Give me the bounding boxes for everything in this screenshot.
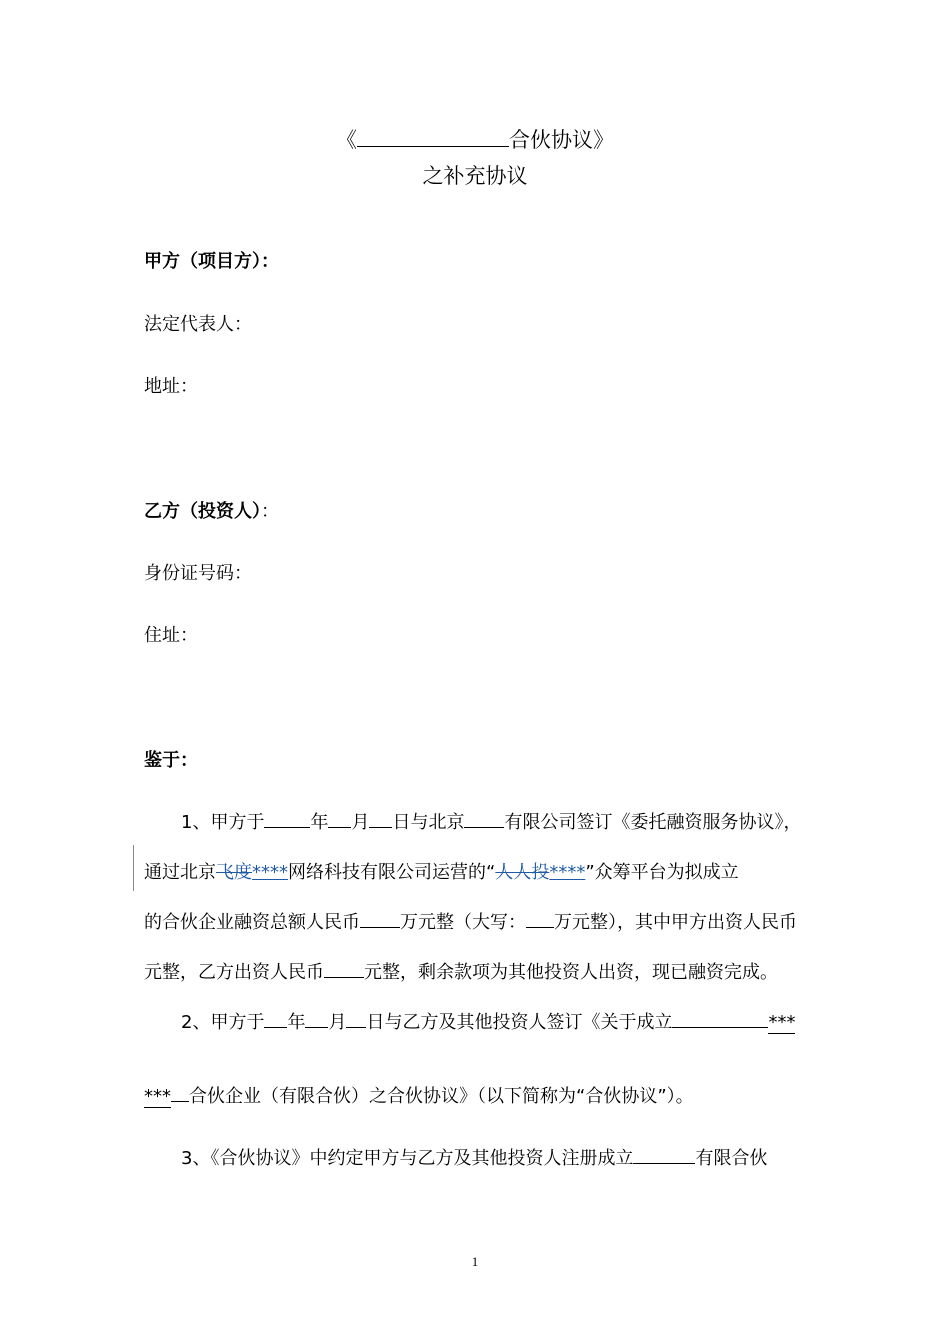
clause-1-line-1 xyxy=(181,808,801,834)
clause-3-line-1 xyxy=(181,1144,767,1170)
blank-line xyxy=(464,809,504,828)
blank-line xyxy=(360,909,400,928)
text-run: 2、甲方于 xyxy=(181,1012,265,1033)
blank-line xyxy=(672,1009,768,1028)
document-subtitle: 之补充协议 xyxy=(422,164,528,188)
tracked-deletion: 飞度 xyxy=(216,862,252,883)
text-run: 年 xyxy=(287,1012,306,1033)
clause-2-line-2 xyxy=(144,1082,694,1108)
blank-line xyxy=(328,809,351,828)
title-blank xyxy=(357,128,509,147)
text-run: 万元整（大写： xyxy=(400,912,526,933)
text-run: 1、甲方于 xyxy=(181,812,265,833)
text-run: 的合伙企业融资总额人民币 xyxy=(144,912,360,933)
party-b-heading-line xyxy=(144,497,279,523)
text-run: ”众筹平台为拟成立 xyxy=(585,862,739,883)
text-run: 3、《合伙协议》中约定甲方与乙方及其他投资人注册成立 xyxy=(181,1148,634,1169)
party-b-heading: 乙方（投资人） xyxy=(144,501,261,522)
tracked-insertion: **** xyxy=(252,862,288,883)
title-name: 合伙协议》 xyxy=(509,128,614,152)
party-a-heading: 甲方（项目方）： xyxy=(144,251,279,272)
blank-line xyxy=(633,1145,695,1164)
whereas-heading: 鉴于： xyxy=(144,750,198,771)
text-run: 月 xyxy=(328,1012,347,1033)
blank-line xyxy=(264,1009,287,1028)
page-number: 1 xyxy=(471,1254,479,1269)
tracked-insertion: **** xyxy=(549,862,586,883)
text-run: *** xyxy=(768,1012,796,1033)
clause-1-line-3 xyxy=(144,908,797,934)
blank-line xyxy=(346,1009,366,1028)
clause-2-line-1 xyxy=(181,1008,795,1034)
text-run: 合伙企业（有限合伙）之合伙协议》（以下简称为“合伙协议”）。 xyxy=(189,1086,694,1107)
blank-line xyxy=(264,809,310,828)
text-run: 日与北京 xyxy=(392,812,465,833)
clause-1-line-4 xyxy=(144,958,778,984)
text-run: 网络科技有限公司运营的“ xyxy=(288,862,496,883)
text-run: 元整，剩余款项为其他投资人出资，现已融资完成。 xyxy=(364,962,778,983)
text-run: 日与乙方及其他投资人签订《关于成立 xyxy=(366,1012,673,1033)
party-a-rep-label: 法定代表人： xyxy=(144,314,252,335)
text-run: 年 xyxy=(310,812,329,833)
party-b-heading-colon: ： xyxy=(261,501,279,522)
tracked-deletion: 人人投 xyxy=(495,862,550,883)
text-run: 有限公司签订《委托融资服务协议》， xyxy=(504,812,802,833)
party-b-residence-label: 住址： xyxy=(144,625,198,646)
blank-line xyxy=(324,959,364,978)
party-a-address-label: 地址： xyxy=(144,376,198,397)
title-open-bracket: 《 xyxy=(336,128,357,152)
blank-line xyxy=(305,1009,328,1028)
revision-change-bar xyxy=(133,845,134,891)
blank-line xyxy=(526,909,554,928)
text-run: *** xyxy=(144,1086,171,1107)
text-run: 月 xyxy=(351,812,370,833)
text-run: 万元整），其中甲方出资人民币 xyxy=(554,912,797,933)
text-run: 有限合伙 xyxy=(695,1148,768,1169)
text-run: 元整，乙方出资人民币 xyxy=(144,962,324,983)
blank-line xyxy=(171,1083,189,1102)
text-run: 通过北京 xyxy=(144,862,216,883)
document-title xyxy=(0,124,950,154)
blank-line xyxy=(369,809,392,828)
clause-1-line-2 xyxy=(144,858,739,884)
party-b-id-label: 身份证号码： xyxy=(144,563,252,584)
